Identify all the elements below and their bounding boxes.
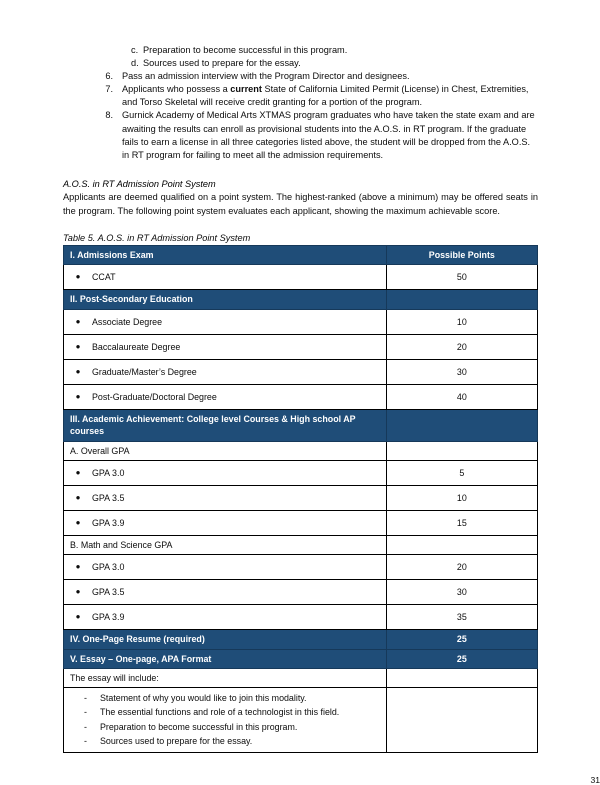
section-label	[64, 629, 387, 649]
list-item	[63, 44, 538, 57]
row-label-text: GPA 3.9	[92, 611, 125, 622]
bullet-row	[64, 511, 386, 535]
bullet-icon: ●	[75, 391, 81, 401]
row-label-text: Baccalaureate Degree	[92, 341, 181, 352]
list-item-text: Statement of why you would like to join this modality.	[100, 693, 307, 704]
list-item-text: Gurnick Academy of Medical Arts XTMAS program graduates who have taken the state exam and are awaiting the results can enroll as provisional students into the A.O.S. in RT program. If the graduate fails to earn a license in all three categories listed above, the student will be dropped from the A.O.S. in RT program for failing to meet all the admission requirements.	[122, 110, 535, 160]
row-points-text: 30	[456, 366, 467, 377]
table-section-row	[64, 409, 538, 441]
section-label	[64, 409, 387, 441]
dash-icon: -	[84, 721, 87, 732]
column-header-points	[386, 245, 537, 265]
row-label	[64, 669, 387, 688]
table-row	[64, 441, 538, 460]
row-points-text	[387, 714, 537, 726]
section-points	[386, 290, 537, 310]
text-before-bold: Applicants who possess a	[122, 84, 231, 95]
bullet-icon: ●	[75, 467, 81, 477]
table-row	[64, 485, 538, 510]
row-label-text: GPA 3.5	[92, 492, 125, 503]
list-marker: 8.	[105, 110, 113, 121]
bullet-row	[64, 385, 386, 409]
row-label	[64, 485, 387, 510]
bullet-icon: ●	[75, 272, 81, 282]
table-row	[64, 554, 538, 579]
row-label	[64, 535, 387, 554]
bullet-icon: ●	[75, 586, 81, 596]
row-label-text: The essay will include:	[70, 673, 159, 684]
row-label	[64, 334, 387, 359]
section-points	[386, 409, 537, 441]
table-section-row	[64, 649, 538, 669]
row-label-text: Graduate/Master’s Degree	[92, 366, 197, 377]
list-item	[70, 734, 381, 748]
row-points-text: 10	[456, 492, 467, 503]
table-row	[64, 359, 538, 384]
row-label-text: GPA 3.5	[92, 586, 125, 597]
row-points-text	[387, 672, 537, 684]
page-number: 31	[590, 775, 600, 785]
bullet-icon: ●	[75, 517, 81, 527]
list-item	[63, 70, 538, 83]
table-row	[64, 265, 538, 290]
table-row	[64, 535, 538, 554]
bullet-icon: ●	[75, 561, 81, 571]
row-label-text: Associate Degree	[92, 316, 163, 327]
bullet-icon: ●	[75, 492, 81, 502]
row-points	[386, 334, 537, 359]
row-points-text: 15	[456, 517, 467, 528]
row-points	[386, 510, 537, 535]
section-label	[64, 290, 387, 310]
list-item	[70, 705, 381, 719]
dash-icon: -	[84, 707, 87, 718]
row-label-text: GPA 3.0	[92, 561, 125, 572]
section-label-text: V. Essay – One-page, APA Format	[70, 653, 212, 664]
list-marker: 7.	[105, 84, 113, 95]
row-points	[386, 688, 537, 753]
dash-icon: -	[84, 735, 87, 746]
table-caption: Table 5. A.O.S. in RT Admission Point System	[63, 232, 251, 243]
row-points-text: 40	[456, 391, 467, 402]
column-header-label-text: I. Admissions Exam	[70, 249, 154, 260]
bullet-icon: ●	[75, 366, 81, 376]
table-row	[64, 460, 538, 485]
list-marker: d.	[131, 58, 139, 69]
row-points	[386, 579, 537, 604]
page-content	[63, 44, 600, 785]
row-points-text: 20	[456, 341, 467, 352]
list-item	[70, 720, 381, 734]
row-points	[386, 359, 537, 384]
admission-requirements-list	[63, 44, 538, 162]
text-after-bold: State of California Limited Permit (License) in Chest, Extremities, and Torso Skeletal will receive credit granting for a portion of the program.	[122, 84, 529, 108]
bullet-row	[64, 310, 386, 334]
admission-point-system-table	[63, 245, 538, 753]
list-item-text: Pass an admission interview with the Program Director and designees.	[122, 71, 410, 82]
table-row	[64, 384, 538, 409]
row-label-text: Post-Graduate/Doctoral Degree	[92, 391, 217, 402]
row-label	[64, 554, 387, 579]
section-points	[386, 629, 537, 649]
bullet-row	[64, 486, 386, 510]
row-points	[386, 604, 537, 629]
row-points-text	[387, 539, 537, 551]
bullet-icon: ●	[75, 611, 81, 621]
table-row	[64, 309, 538, 334]
table-section-row	[64, 290, 538, 310]
row-points	[386, 535, 537, 554]
emphasis-current: current	[230, 84, 262, 95]
table-row	[64, 669, 538, 688]
row-points-text: 50	[456, 272, 467, 283]
table-row	[64, 334, 538, 359]
row-points-text: 20	[456, 561, 467, 572]
list-marker: c.	[131, 45, 139, 55]
row-label	[64, 359, 387, 384]
bullet-row	[64, 605, 386, 629]
bullet-row	[64, 360, 386, 384]
section-label-text: III. Academic Achievement: College level Courses & High school AP courses	[70, 413, 356, 437]
bullet-row	[64, 580, 386, 604]
list-item-text	[122, 83, 538, 109]
row-label	[64, 579, 387, 604]
section-label	[64, 649, 387, 669]
table-row	[64, 510, 538, 535]
row-points	[386, 554, 537, 579]
table-row	[64, 604, 538, 629]
row-label	[64, 309, 387, 334]
list-item	[63, 109, 538, 161]
table-row	[64, 688, 538, 753]
list-item-text: Sources used to prepare for the essay.	[100, 735, 253, 746]
bullet-row	[64, 265, 386, 289]
table-header-row	[64, 245, 538, 265]
row-points-text: 5	[459, 467, 465, 478]
row-points	[386, 265, 537, 290]
bullet-row	[64, 461, 386, 485]
column-header-points-text: Possible Points	[428, 249, 495, 260]
row-points	[386, 485, 537, 510]
row-points-text	[387, 445, 537, 457]
column-header-label	[64, 245, 387, 265]
row-label	[64, 688, 387, 753]
row-label	[64, 265, 387, 290]
row-points	[386, 669, 537, 688]
row-label-text: GPA 3.9	[92, 517, 125, 528]
section-points-text	[387, 422, 537, 428]
section-points-text: 25	[456, 653, 467, 664]
list-item	[63, 57, 538, 70]
table-body	[64, 245, 538, 752]
row-label	[64, 384, 387, 409]
table-section-row	[64, 629, 538, 649]
row-points	[386, 460, 537, 485]
row-label	[64, 510, 387, 535]
dash-icon: -	[84, 693, 87, 704]
row-points	[386, 309, 537, 334]
list-item-text: The essential functions and role of a technologist in this field.	[100, 707, 340, 718]
row-label	[64, 604, 387, 629]
row-points	[386, 384, 537, 409]
section-points-text	[387, 296, 537, 302]
list-item-text: Sources used to prepare for the essay.	[143, 58, 301, 69]
row-points-text: 30	[456, 586, 467, 597]
list-item-text: Preparation to become successful in this program.	[143, 45, 348, 55]
table-row	[64, 579, 538, 604]
row-label-text: GPA 3.0	[92, 467, 125, 478]
row-points-text: 10	[456, 316, 467, 327]
bullet-row	[64, 335, 386, 359]
section-points-text: 25	[456, 634, 467, 645]
section-paragraph: Applicants are deemed qualified on a point system. The highest-ranked (above a minimum) may be offered seats in the program. The following point system evaluates each applicant, showing the maximum achievable score.	[63, 192, 538, 216]
list-item-text: Preparation to become successful in this program.	[100, 721, 298, 732]
bullet-icon: ●	[75, 316, 81, 326]
essay-requirements-list	[64, 688, 386, 752]
row-label	[64, 460, 387, 485]
section-heading: A.O.S. in RT Admission Point System	[63, 178, 216, 189]
list-marker: 6.	[105, 71, 113, 82]
row-label-text: B. Math and Science GPA	[70, 539, 173, 550]
bullet-icon: ●	[75, 341, 81, 351]
section-label-text: II. Post-Secondary Education	[70, 294, 193, 305]
bullet-row	[64, 555, 386, 579]
row-label-text: A. Overall GPA	[70, 445, 130, 456]
list-item	[63, 83, 538, 109]
row-points-text: 35	[456, 611, 467, 622]
row-label-text: CCAT	[92, 272, 116, 283]
section-points	[386, 649, 537, 669]
section-label-text: IV. One-Page Resume (required)	[70, 633, 205, 644]
list-item	[70, 691, 381, 705]
row-label	[64, 441, 387, 460]
row-points	[386, 441, 537, 460]
